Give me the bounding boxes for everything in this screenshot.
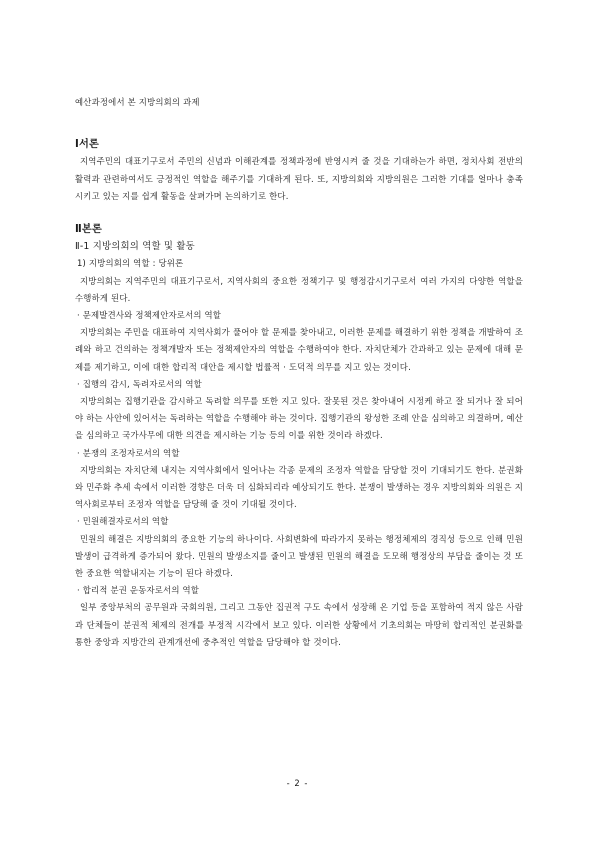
- page-number: - 2 -: [286, 778, 309, 788]
- intro-heading: Ⅰ서론: [75, 139, 100, 151]
- section-title-decentralization: · 합리적 분권 운동자로서의 역할: [77, 585, 200, 596]
- intro-paragraph: 지역주민의 대표기구로서 주민의 신념과 이해관계를 정책과정에 반영시켜 줄 것을 기대하는가 하면, 정치사회 전반의 활력과 관련하여서도 긍정적인 역할을 해주기를 기대하게 된다. 또, 지방의회와 지방의원은 그러한 기대를 얼마나 충족시키고 있는 지를 쉽게 활동을 살펴가며 논의하기로 한다.: [75, 156, 523, 201]
- section-title-oversight: · 집행의 감시, 독려자로서의 역할: [77, 378, 202, 389]
- section-paragraph-oversight: 지방의회는 집행기관을 감시하고 독려할 의무를 또한 지고 있다. 잘못된 것은 찾아내어 시정케 하고 잘 되거나 잘 되어야 하는 사안에 있어서는 독려하는 역할을 수행해야 하는 것이다. 집행기관의 왕성한 조례 안을 심의하고 의결하며, 예산을 심의하고 국가사무에 대한 의견을 제시하는 기능 등의 이를 위한 것이라 하겠다.: [75, 396, 523, 441]
- section-paragraph-problem-finder: 지방의회는 주민을 대표하여 지역사회가 풀어야 할 문제를 찾아내고, 이러한 문제를 해결하기 위한 정책을 개발하여 조례와 하고 건의하는 정책개발자 또는 정책제안자의 역할을 수행하여야 한다. 자치단체가 간과하고 있는 문제에 대해 문제를 제기하고, 이에 대한 합리적 대안을 제시할 법률적 · 도덕적 의무를 지고 있는 것이다.: [75, 327, 523, 372]
- page-content: [75, 94, 523, 651]
- section-paragraph-decentralization: 일부 중앙부처의 공무원과 국회의원, 그리고 그동안 집권적 구도 속에서 성장해 온 기업 등을 포함하여 적지 않은 사람과 단체들이 분권적 체제의 전개를 부정적 시각에서 보고 있다. 이러한 상황에서 기초의회는 마땅히 합리적인 분권화를 통한 중앙과 지방간의 관계개선에 중추적인 역할을 담당해야 할 것이다.: [75, 602, 523, 647]
- section-subheading: Ⅱ-1 지방의회의 역할 및 활동: [75, 241, 195, 253]
- role-item: 1) 지방의회의 역할 : 당위론: [77, 258, 184, 269]
- section-paragraph-mediator: 지방의회는 자치단체 내지는 지역사회에서 일어나는 각종 문제의 조정자 역할을 담당할 것이 기대되기도 한다. 분권화와 민주화 추세 속에서 이러한 경향은 더욱 더 심화되리라 예상되기도 한다. 분쟁이 발생하는 경우 지방의회와 의원은 지역사회로부터 조정자 역할을 담당해 줄 것이 기대될 것이다.: [75, 464, 523, 510]
- body-heading: Ⅱ본론: [75, 224, 102, 236]
- section-paragraph-complaint-resolver: 민원의 해결은 지방의회의 중요한 기능의 하나이다. 사회변화에 따라가지 못하는 행정체제의 경직성 등으로 인해 민원발생이 급격하게 증가되어 왔다. 민원의 발생소지를 줄이고 발생된 민원의 해결을 도모해 행정상의 부담을 줄이는 것 또한 중요한 역할내지는 기능이 된다 하겠다.: [75, 533, 523, 579]
- section-paragraph-general: 지방의회는 지역주민의 대표기구로서, 지역사회의 중요한 정책기구 및 행정감시기구로서 여러 가지의 다양한 역할을 수행하게 된다.: [75, 275, 523, 303]
- section-title-mediator: · 분쟁의 조정자로서의 역할: [77, 447, 180, 458]
- section-title-problem-finder: · 문제발견사와 정책제안자로서의 역할: [77, 310, 222, 321]
- section-title-complaint-resolver: · 민원해결자로서의 역할: [77, 516, 169, 527]
- document-title: 예산과정에서 본 지방의회의 과제: [75, 97, 200, 107]
